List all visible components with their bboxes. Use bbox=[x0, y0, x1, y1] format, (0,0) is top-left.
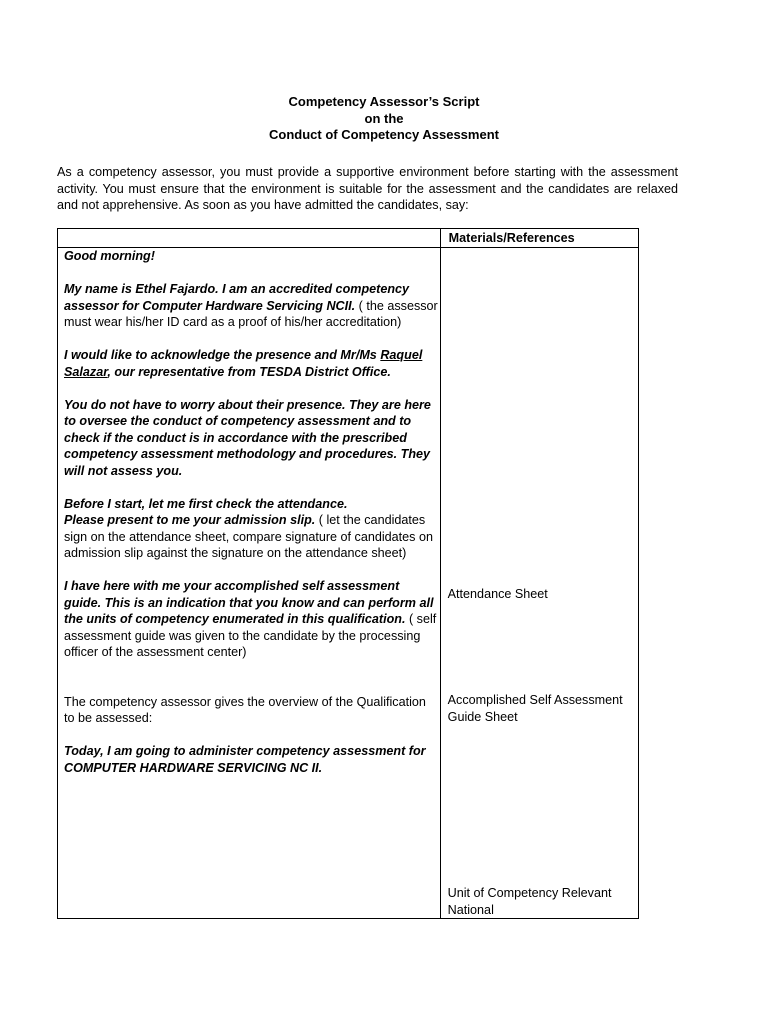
script-text bbox=[64, 248, 438, 776]
title-line-1: Competency Assessor’s Script bbox=[288, 94, 480, 109]
document-title bbox=[0, 94, 768, 144]
header-cell-script bbox=[58, 229, 441, 248]
script-cell bbox=[58, 248, 441, 919]
table-header-row bbox=[58, 229, 639, 248]
intro-paragraph: As a competency assessor, you must provide a supportive environment before starting with the assessment activity. You must ensure that the environment is suitable for the assessment and the candidates are relaxed and not apprehensive. As soon as you have admitted the candidates, say: bbox=[57, 165, 678, 212]
header-cell-materials bbox=[440, 229, 638, 248]
ref-attendance-sheet: Attendance Sheet bbox=[447, 587, 548, 601]
title-line-2: on the bbox=[364, 110, 404, 126]
ref-self-assessment-guide: Accomplished Self Assessment Guide Sheet bbox=[447, 693, 623, 724]
assessor-intro: My name is Ethel Fajardo. I am an accredited competency assessor for Computer Hardware Servicing NCII. ( the assessor must wear his/her ID card as a proof of his/her accreditation) bbox=[64, 282, 438, 329]
materials-header: Materials/References bbox=[448, 231, 575, 245]
greeting: Good morning! bbox=[64, 249, 155, 263]
title-line-3: Conduct of Competency Assessment bbox=[269, 127, 499, 142]
overview-instruction: The competency assessor gives the overview of the Qualification to be assessed: bbox=[64, 694, 426, 725]
script-table bbox=[57, 228, 639, 919]
attendance-instruction: Before I start, let me first check the attendance. Please present to me your admission slip. ( let the candidates sign on the attendance sheet, compare signature of candidates on admission slip against the signature on the attendance sheet) bbox=[64, 496, 433, 560]
today-statement: Today, I am going to administer competency assessment for COMPUTER HARDWARE SERVICING NC II. bbox=[64, 744, 426, 775]
representative-name: Raquel Salazar bbox=[64, 348, 423, 379]
references-cell bbox=[440, 248, 638, 919]
acknowledgement: I would like to acknowledge the presence and Mr/Ms Raquel Salazar, our representative from TESDA District Office. bbox=[64, 348, 423, 379]
table-row bbox=[58, 248, 639, 919]
presence-statement: You do not have to worry about their presence. They are here to oversee the conduct of competency assessment and to check if the conduct is in accordance with the prescribed competency assessment methodology and procedures. They will not assess you. bbox=[64, 397, 431, 478]
self-assessment-statement: I have here with me your accomplished self assessment guide. This is an indication that you know and can perform all the units of competency enumerated in this qualification. ( self assessment guide was given to the candidate by the processing officer of the assessment center) bbox=[64, 579, 437, 659]
ref-unit-of-competency: Unit of Competency Relevant National bbox=[447, 886, 612, 917]
